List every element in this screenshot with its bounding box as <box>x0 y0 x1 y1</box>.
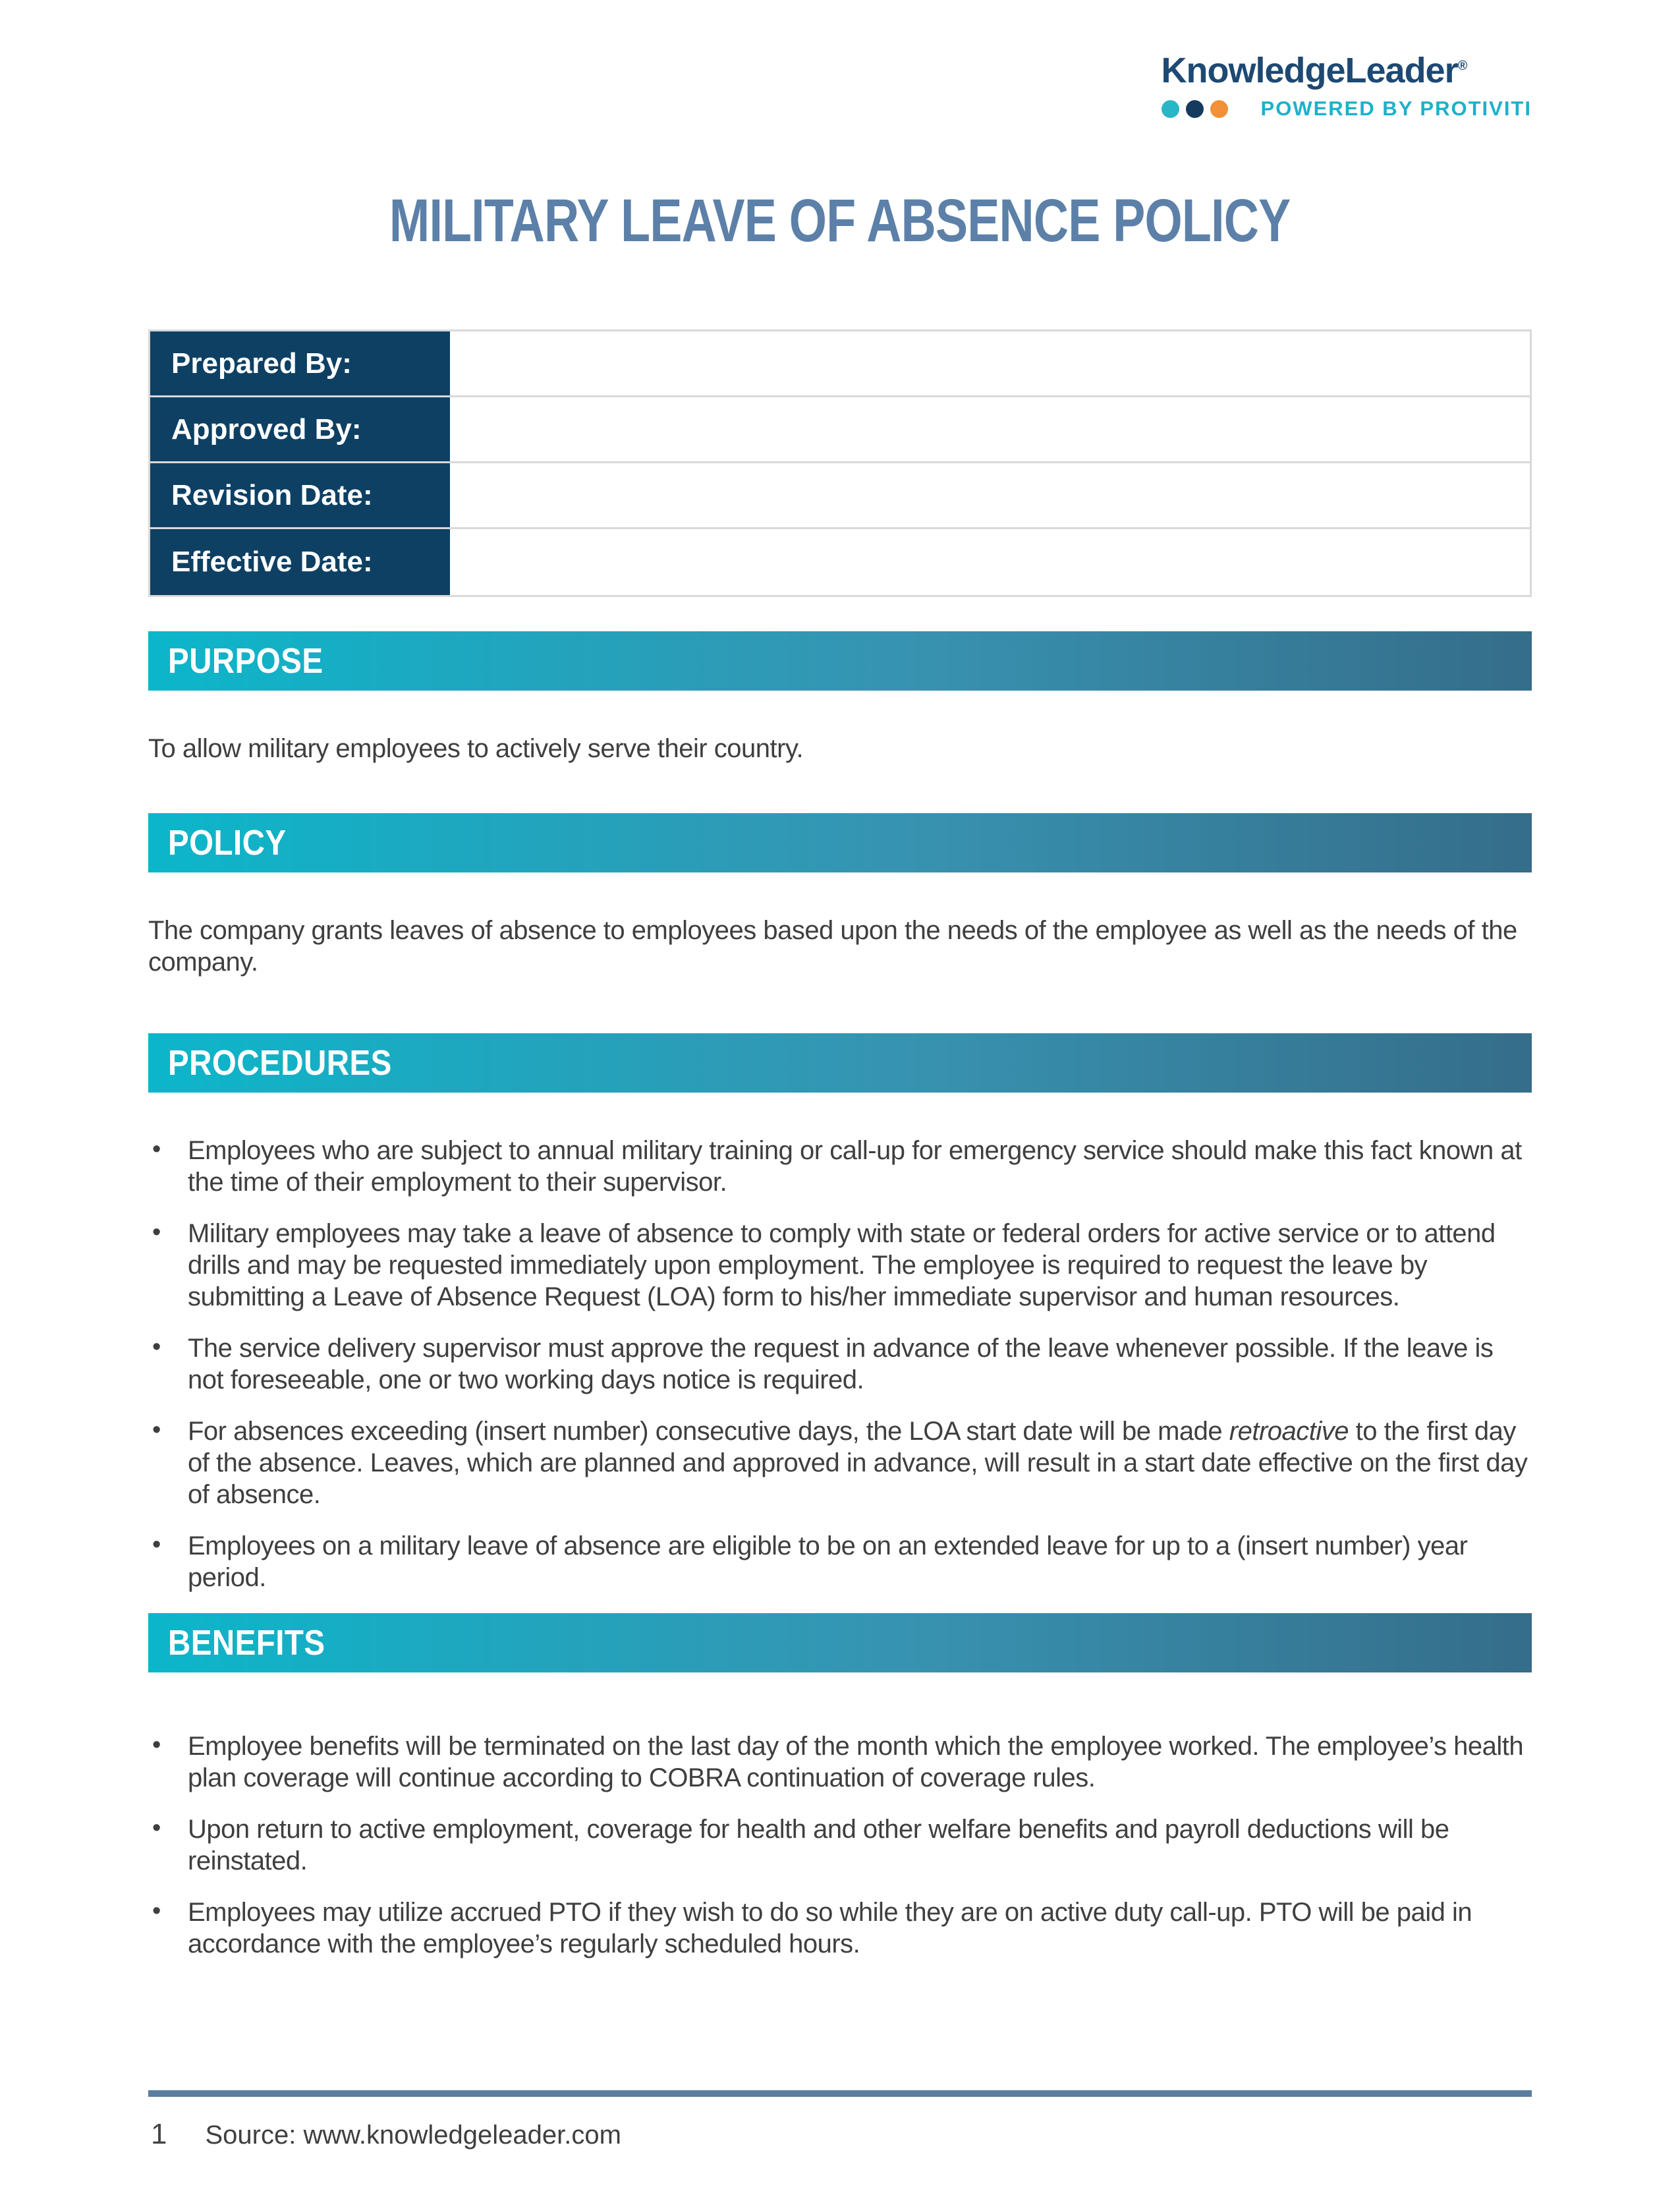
brand-dot-navy-icon <box>1186 100 1204 118</box>
page-number: 1 <box>151 2118 167 2150</box>
section-title: PROCEDURES <box>168 1043 392 1083</box>
section-benefits <box>148 1613 1532 1960</box>
benefits-bullet-list <box>148 1730 1532 1960</box>
section-header-purpose <box>148 631 1532 691</box>
document-info-table <box>148 329 1532 597</box>
list-item: • Employees who are subject to annual military training or call-up for emergency service should make this fact known at the time of their employment to their supervisor. <box>148 1135 1532 1198</box>
section-header-procedures <box>148 1033 1532 1093</box>
label-effective-date: Effective Date: <box>150 529 450 595</box>
section-title: PURPOSE <box>168 641 323 681</box>
page-footer <box>148 2090 1532 2151</box>
value-prepared-by <box>450 331 1530 395</box>
table-row <box>150 529 1530 595</box>
section-header-policy <box>148 813 1532 872</box>
section-header-benefits <box>148 1613 1532 1672</box>
section-title: POLICY <box>168 823 287 863</box>
brand-dot-teal-icon <box>1162 100 1179 118</box>
brand-dot-orange-icon <box>1210 100 1228 118</box>
purpose-paragraph: To allow military employees to actively serve their country. <box>148 734 804 764</box>
list-item: • Employee benefits will be terminated on the last day of the month which the employee worked. The employee’s health plan coverage will continue according to COBRA continuation of coverage rules. <box>148 1730 1532 1794</box>
value-revision-date <box>450 463 1530 527</box>
section-purpose <box>148 631 1532 764</box>
section-policy <box>148 813 1532 978</box>
section-title: BENEFITS <box>168 1623 325 1663</box>
label-revision-date: Revision Date: <box>150 463 450 527</box>
list-item: • The service delivery supervisor must approve the request in advance of the leave whenever possible. If the leave is not foreseeable, one or two working days notice is required. <box>148 1332 1532 1396</box>
section-procedures <box>148 1033 1532 1593</box>
list-item: • Employees may utilize accrued PTO if they wish to do so while they are on active duty call-up. PTO will be paid in accordance with the employee’s regularly scheduled hours. <box>148 1897 1532 1960</box>
table-row <box>150 397 1530 463</box>
logo-wordmark <box>1162 51 1467 90</box>
list-item: • Employees on a military leave of absence are eligible to be on an extended leave for up to a (insert number) year period. <box>148 1530 1532 1593</box>
policy-paragraph: The company grants leaves of absence to employees based upon the needs of the employee as well as the needs of the company. <box>148 916 1517 977</box>
footer-row <box>148 2118 1532 2151</box>
knowledgeleader-logo <box>1162 51 1532 121</box>
list-item: • Upon return to active employment, coverage for health and other welfare benefits and payroll deductions will be reinstated. <box>148 1813 1532 1877</box>
list-item: • For absences exceeding (insert number) consecutive days, the LOA start date will be made retroactive to the first day of the absence. Leaves, which are planned and approved in advance, will result in a start date effective on the first day of absence. <box>148 1415 1532 1510</box>
list-item: • Military employees may take a leave of absence to comply with state or federal orders for active service or to attend drills and may be requested immediately upon employment. The employee is required to request the leave by submitting a Leave of Absence Request (LOA) form to his/her immediate supervisor and human resources. <box>148 1218 1532 1313</box>
table-row <box>150 463 1530 529</box>
logo-tagline: POWERED BY PROTIVITI <box>1260 97 1532 121</box>
footer-divider <box>148 2090 1532 2097</box>
source-text: Source: www.knowledgeleader.com <box>205 2121 621 2150</box>
table-row <box>150 331 1530 397</box>
logo-wordmark-text: KnowledgeLeader <box>1161 51 1458 90</box>
value-approved-by <box>450 397 1530 461</box>
value-effective-date <box>450 529 1530 595</box>
registered-trademark-icon: ® <box>1457 59 1467 73</box>
procedures-bullet-list <box>148 1135 1532 1593</box>
logo-tagline-row <box>1162 97 1532 121</box>
page-title: MILITARY LEAVE OF ABSENCE POLICY <box>389 187 1291 255</box>
label-prepared-by: Prepared By: <box>150 331 450 395</box>
label-approved-by: Approved By: <box>150 397 450 461</box>
